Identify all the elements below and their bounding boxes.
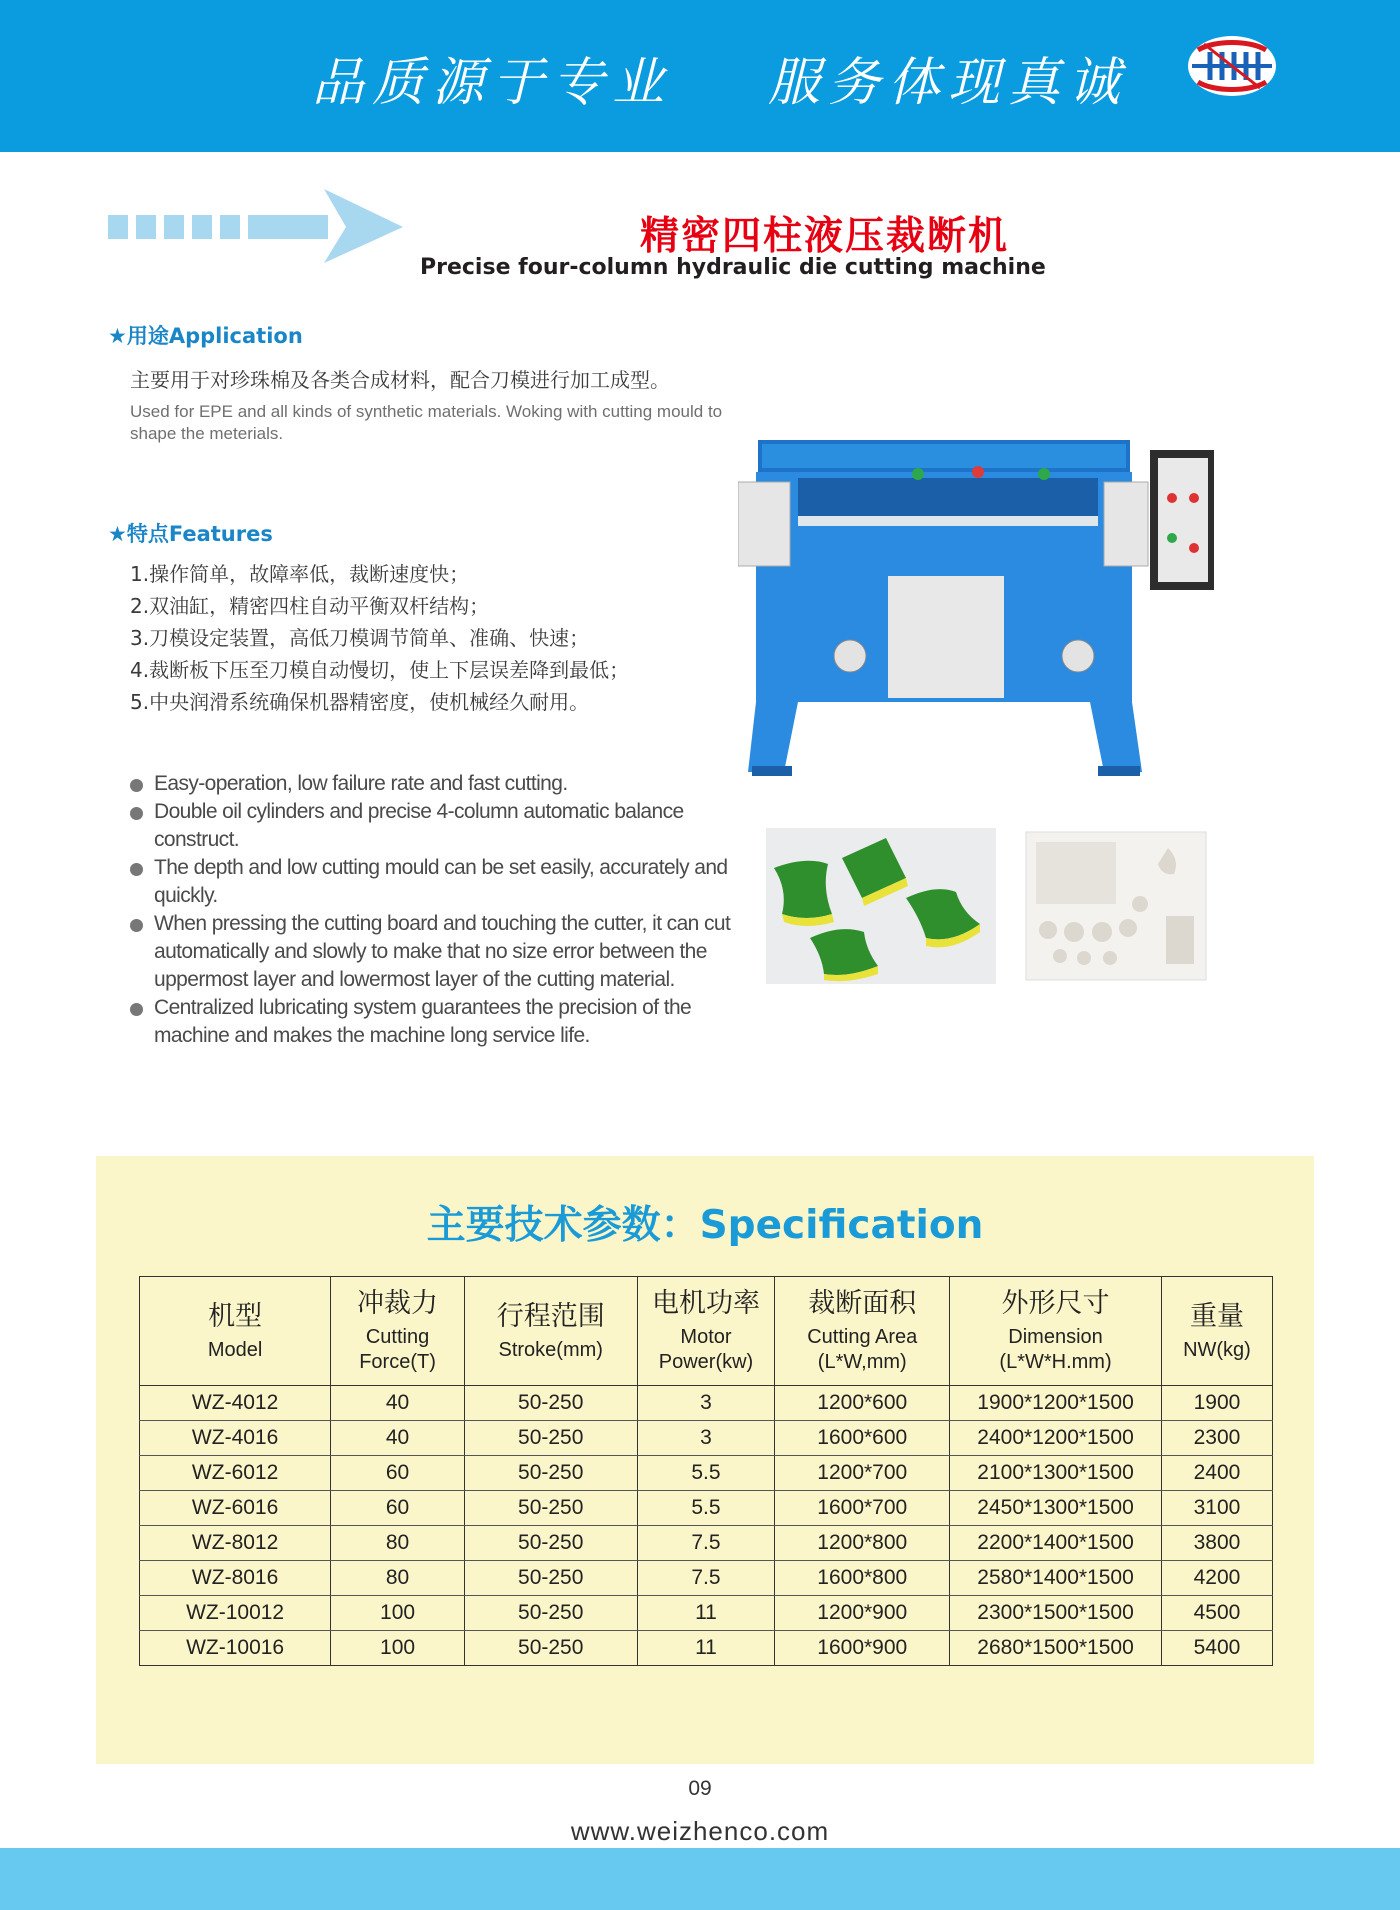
table-cell: WZ-10012 [140,1596,331,1631]
sponge-sample-photo [766,828,996,984]
table-cell: 1600*600 [775,1421,950,1456]
list-item: The depth and low cutting mould can be set easily, accurately and quickly. [128,854,748,910]
table-cell: WZ-6016 [140,1491,331,1526]
table-row [140,1456,1273,1491]
list-item: 3.刀模设定装置，高低刀模调节简单、准确、快速； [130,626,590,650]
machine-photo [738,438,1218,808]
page-title-en: Precise four-column hydraulic die cutting machine [420,255,1046,280]
table-cell: 50-250 [464,1456,637,1491]
table-cell: 4500 [1161,1596,1272,1631]
list-item: Easy-operation, low failure rate and fast cutting. [128,770,748,798]
slogan-left: 品质源于专业 [312,53,673,113]
table-cell: 1200*800 [775,1526,950,1561]
decorative-arrow-icon [108,185,408,265]
column-header: 外形尺寸 Dimension (L*W*H.mm) [950,1277,1162,1386]
spec-table [139,1276,1273,1666]
table-cell: 3800 [1161,1526,1272,1561]
spec-title: 主要技术参数：Specification [426,1203,984,1248]
table-cell: 3 [637,1386,775,1421]
table-row [140,1561,1273,1596]
table-cell: 5.5 [637,1491,775,1526]
list-item: Double oil cylinders and precise 4-column automatic balance construct. [128,798,748,854]
list-item: 2.双油缸，精密四柱自动平衡双杆结构； [130,594,490,618]
table-cell: 7.5 [637,1526,775,1561]
table-cell: 50-250 [464,1491,637,1526]
features-heading: ★特点Features [108,522,273,546]
table-cell: 3100 [1161,1491,1272,1526]
features-list-en [128,770,748,1050]
table-cell: 60 [331,1456,465,1491]
list-item: 4.裁断板下压至刀模自动慢切，使上下层误差降到最低； [130,658,630,682]
table-cell: 11 [637,1596,775,1631]
table-cell: 2450*1300*1500 [950,1491,1162,1526]
foam-insert-photo [1020,828,1212,984]
table-cell: 1200*600 [775,1386,950,1421]
table-cell: 50-250 [464,1561,637,1596]
list-item: 5.中央润滑系统确保机器精密度，使机械经久耐用。 [130,690,590,714]
list-item: When pressing the cutting board and touching the cutter, it can cut automatically and slowly to make that no size error between the uppermost layer and lowermost layer of the cutting material. [128,910,748,994]
table-cell: 60 [331,1491,465,1526]
table-cell: 1600*700 [775,1491,950,1526]
table-cell: WZ-6012 [140,1456,331,1491]
table-cell: 1600*900 [775,1631,950,1666]
column-header: 冲裁力 Cutting Force(T) [331,1277,465,1386]
column-header: 机型 Model [140,1277,331,1386]
features-list-cn [130,558,629,718]
table-cell: 80 [331,1561,465,1596]
table-cell: 11 [637,1631,775,1666]
footer-band [0,1848,1400,1910]
table-cell: 1200*900 [775,1596,950,1631]
table-cell: 40 [331,1386,465,1421]
table-cell: 1900 [1161,1386,1272,1421]
table-header-row [140,1277,1273,1386]
website-url: www.weizhenco.com [570,1816,830,1846]
table-cell: 50-250 [464,1526,637,1561]
column-header: 重量 NW(kg) [1161,1277,1272,1386]
table-cell: 80 [331,1526,465,1561]
table-cell: 1900*1200*1500 [950,1386,1162,1421]
table-cell: WZ-4012 [140,1386,331,1421]
table-cell: 5.5 [637,1456,775,1491]
column-header: 裁断面积 Cutting Area (L*W,mm) [775,1277,950,1386]
table-row [140,1631,1273,1666]
specification-panel [96,1156,1314,1764]
table-cell: 2100*1300*1500 [950,1456,1162,1491]
column-header: 行程范围 Stroke(mm) [464,1277,637,1386]
table-cell: 3 [637,1421,775,1456]
table-cell: WZ-4016 [140,1421,331,1456]
table-cell: 1600*800 [775,1561,950,1596]
table-row [140,1386,1273,1421]
table-cell: 50-250 [464,1421,637,1456]
table-cell: WZ-10016 [140,1631,331,1666]
table-cell: 2200*1400*1500 [950,1526,1162,1561]
table-row [140,1596,1273,1631]
table-cell: 2580*1400*1500 [950,1561,1162,1596]
list-item: 1.操作简单，故障率低，裁断速度快； [130,562,470,586]
table-cell: 50-250 [464,1596,637,1631]
table-cell: 100 [331,1631,465,1666]
table-row [140,1526,1273,1561]
application-heading: ★用途Application [108,324,303,348]
slogan-right: 服务体现真诚 [768,53,1129,113]
page-number: 09 [688,1777,712,1800]
table-cell: 2680*1500*1500 [950,1631,1162,1666]
company-logo-icon [1184,26,1280,106]
table-row [140,1491,1273,1526]
table-cell: 1200*700 [775,1456,950,1491]
table-cell: 2300*1500*1500 [950,1596,1162,1631]
table-cell: 40 [331,1421,465,1456]
table-row [140,1421,1273,1456]
table-cell: 2400 [1161,1456,1272,1491]
table-cell: 50-250 [464,1631,637,1666]
list-item: Centralized lubricating system guarantees the precision of the machine and makes the machine long service life. [128,994,748,1050]
table-cell: WZ-8012 [140,1526,331,1561]
table-cell: 5400 [1161,1631,1272,1666]
table-cell: 2400*1200*1500 [950,1421,1162,1456]
table-cell: 50-250 [464,1386,637,1421]
column-header: 电机功率 Motor Power(kw) [637,1277,775,1386]
table-cell: WZ-8016 [140,1561,331,1596]
table-cell: 4200 [1161,1561,1272,1596]
table-cell: 7.5 [637,1561,775,1596]
application-text-en: Used for EPE and all kinds of synthetic materials. Woking with cutting mould to shape the meterials. [130,402,723,443]
application-text-cn: 主要用于对珍珠棉及各类合成材料，配合刀模进行加工成型。 [130,368,670,392]
table-cell: 100 [331,1596,465,1631]
table-cell: 2300 [1161,1421,1272,1456]
page-title-cn: 精密四柱液压裁断机 [640,214,1010,259]
